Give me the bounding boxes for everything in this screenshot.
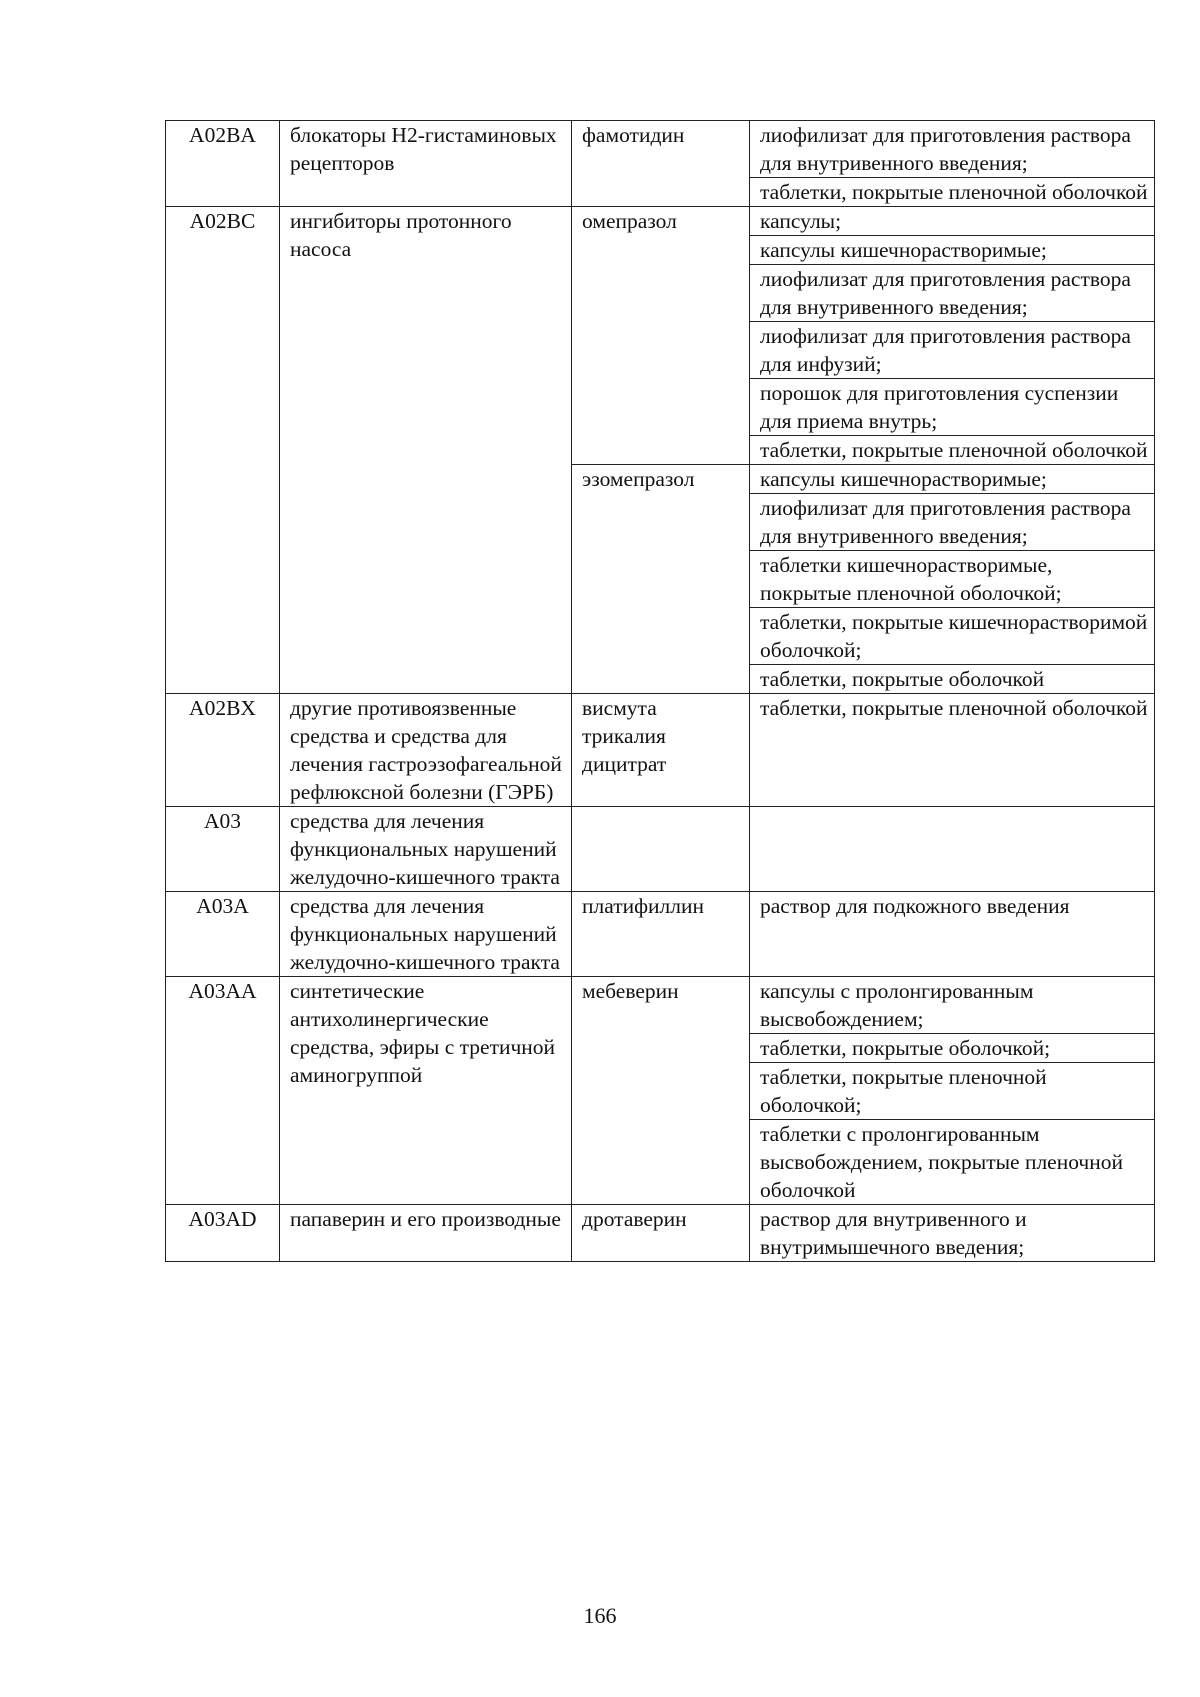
anatomical-group-cell: синтетические антихолинергические средства, эфиры с третичной аминогруппой: [280, 977, 572, 1205]
dosage-form-cell: таблетки, покрытые оболочкой: [750, 665, 1155, 694]
table-row: [166, 807, 1155, 892]
drug-name-cell: [572, 807, 750, 892]
dosage-form-cell: таблетки, покрытые пленочной оболочкой: [750, 178, 1155, 207]
anatomical-group-cell: средства для лечения функциональных нарушений желудочно-кишечного тракта: [280, 807, 572, 892]
drug-classification-table: [165, 120, 1155, 1262]
atc-code-cell: A03AD: [166, 1205, 280, 1262]
table-row: [166, 1205, 1155, 1262]
dosage-form-cell: таблетки, покрытые пленочной оболочкой: [750, 694, 1155, 807]
drug-name-cell: мебеверин: [572, 977, 750, 1205]
anatomical-group-cell: другие противоязвенные средства и средства для лечения гастроэзофагеальной рефлюксной болезни (ГЭРБ): [280, 694, 572, 807]
dosage-form-cell: [750, 807, 1155, 892]
atc-code-cell: A02BX: [166, 694, 280, 807]
table-row: [166, 121, 1155, 178]
table-row: [166, 694, 1155, 807]
dosage-form-cell: раствор для подкожного введения: [750, 892, 1155, 977]
dosage-form-cell: лиофилизат для приготовления раствора для внутривенного введения;: [750, 494, 1155, 551]
table-row: [166, 207, 1155, 236]
atc-code-cell: A03: [166, 807, 280, 892]
anatomical-group-cell: блокаторы H2-гистаминовых рецепторов: [280, 121, 572, 207]
dosage-form-cell: капсулы;: [750, 207, 1155, 236]
dosage-form-cell: таблетки, покрытые оболочкой;: [750, 1034, 1155, 1063]
table-body: [166, 121, 1155, 1262]
drug-name-cell: эзомепразол: [572, 465, 750, 694]
dosage-form-cell: таблетки, покрытые пленочной оболочкой: [750, 436, 1155, 465]
dosage-form-cell: порошок для приготовления суспензии для приема внутрь;: [750, 379, 1155, 436]
drug-name-cell: дротаверин: [572, 1205, 750, 1262]
drug-name-cell: висмута трикалия дицитрат: [572, 694, 750, 807]
atc-code-cell: A03AA: [166, 977, 280, 1205]
atc-code-cell: A03A: [166, 892, 280, 977]
dosage-form-cell: таблетки с пролонгированным высвобождением, покрытые пленочной оболочкой: [750, 1120, 1155, 1205]
table-row: [166, 892, 1155, 977]
dosage-form-cell: лиофилизат для приготовления раствора для инфузий;: [750, 322, 1155, 379]
dosage-form-cell: таблетки, покрытые пленочной оболочкой;: [750, 1063, 1155, 1120]
anatomical-group-cell: папаверин и его производные: [280, 1205, 572, 1262]
page-number: 166: [583, 1603, 617, 1628]
anatomical-group-cell: средства для лечения функциональных нарушений желудочно-кишечного тракта: [280, 892, 572, 977]
dosage-form-cell: лиофилизат для приготовления раствора для внутривенного введения;: [750, 265, 1155, 322]
dosage-form-cell: капсулы кишечнорастворимые;: [750, 465, 1155, 494]
table-row: [166, 977, 1155, 1034]
anatomical-group-cell: ингибиторы протонного насоса: [280, 207, 572, 694]
drug-name-cell: омепразол: [572, 207, 750, 465]
dosage-form-cell: таблетки кишечнорастворимые, покрытые пленочной оболочкой;: [750, 551, 1155, 608]
atc-code-cell: A02BC: [166, 207, 280, 694]
dosage-form-cell: капсулы кишечнорастворимые;: [750, 236, 1155, 265]
dosage-form-cell: капсулы с пролонгированным высвобождением;: [750, 977, 1155, 1034]
dosage-form-cell: таблетки, покрытые кишечнорастворимой оболочкой;: [750, 608, 1155, 665]
dosage-form-cell: лиофилизат для приготовления раствора для внутривенного введения;: [750, 121, 1155, 178]
dosage-form-cell: раствор для внутривенного и внутримышечного введения;: [750, 1205, 1155, 1262]
atc-code-cell: A02BA: [166, 121, 280, 207]
drug-name-cell: фамотидин: [572, 121, 750, 207]
drug-name-cell: платифиллин: [572, 892, 750, 977]
